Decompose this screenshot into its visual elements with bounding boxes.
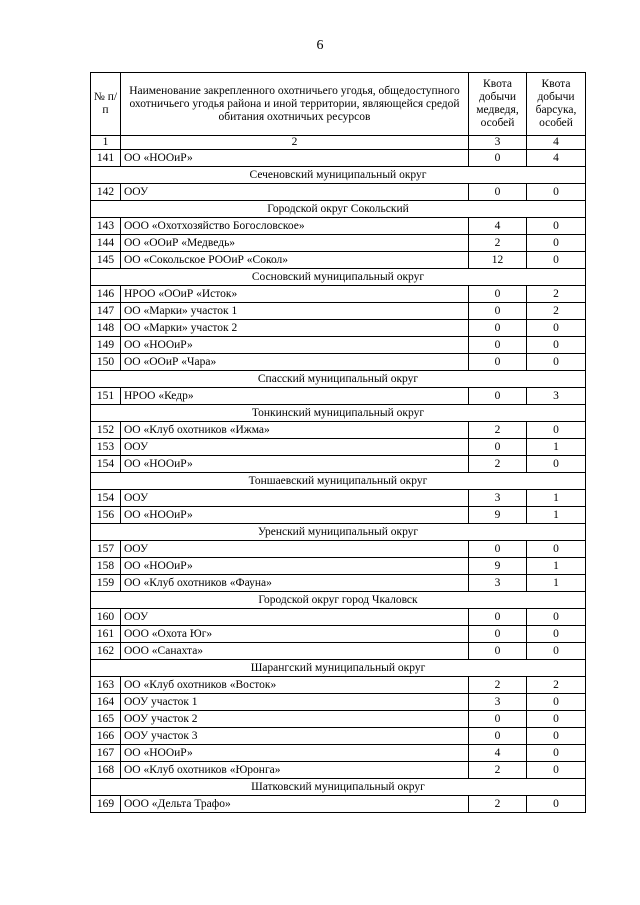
row-number: 168 xyxy=(91,762,121,779)
bear-quota: 2 xyxy=(469,456,527,473)
row-number: 147 xyxy=(91,303,121,320)
badger-quota: 0 xyxy=(527,252,586,269)
bear-quota: 3 xyxy=(469,575,527,592)
badger-quota: 0 xyxy=(527,626,586,643)
table-row xyxy=(91,286,586,303)
bear-quota: 0 xyxy=(469,184,527,201)
row-number: 164 xyxy=(91,694,121,711)
hunting-ground-name: ООУ xyxy=(121,541,469,558)
bear-quota: 12 xyxy=(469,252,527,269)
district-header-row xyxy=(91,660,586,677)
district-name: Тоншаевский муниципальный округ xyxy=(91,473,586,490)
hunting-ground-name: ООУ участок 3 xyxy=(121,728,469,745)
header-num: № п/п xyxy=(91,73,121,136)
table-row xyxy=(91,626,586,643)
hunting-ground-name: ОО «НООиР» xyxy=(121,558,469,575)
table-row xyxy=(91,745,586,762)
badger-quota: 2 xyxy=(527,303,586,320)
badger-quota: 0 xyxy=(527,456,586,473)
bear-quota: 2 xyxy=(469,762,527,779)
table-row xyxy=(91,575,586,592)
table-header xyxy=(91,73,586,150)
hunting-ground-name: ОО «Марки» участок 1 xyxy=(121,303,469,320)
district-name: Городской округ Сокольский xyxy=(91,201,586,218)
page-number: 6 xyxy=(316,38,324,53)
badger-quota: 0 xyxy=(527,609,586,626)
row-number: 148 xyxy=(91,320,121,337)
badger-quota: 4 xyxy=(527,150,586,167)
badger-quota: 1 xyxy=(527,439,586,456)
table-row xyxy=(91,218,586,235)
table-body xyxy=(91,150,586,813)
row-number: 161 xyxy=(91,626,121,643)
badger-quota: 0 xyxy=(527,796,586,813)
table-row xyxy=(91,354,586,371)
table-row xyxy=(91,711,586,728)
badger-quota: 0 xyxy=(527,320,586,337)
district-name: Шатковский муниципальный округ xyxy=(91,779,586,796)
table-row xyxy=(91,609,586,626)
badger-quota: 0 xyxy=(527,711,586,728)
table-row xyxy=(91,303,586,320)
bear-quota: 0 xyxy=(469,320,527,337)
district-name: Спасский муниципальный округ xyxy=(91,371,586,388)
hunting-ground-name: ОО «НООиР» xyxy=(121,337,469,354)
hunting-ground-name: ООО «Охотхозяйство Богословское» xyxy=(121,218,469,235)
hunting-ground-name: ООО «Дельта Трафо» xyxy=(121,796,469,813)
row-number: 141 xyxy=(91,150,121,167)
table-row xyxy=(91,507,586,524)
table-row xyxy=(91,422,586,439)
table-row xyxy=(91,150,586,167)
badger-quota: 1 xyxy=(527,558,586,575)
hunting-ground-name: ОО «НООиР» xyxy=(121,507,469,524)
bear-quota: 9 xyxy=(469,507,527,524)
row-number: 154 xyxy=(91,490,121,507)
hunting-ground-name: ООУ xyxy=(121,490,469,507)
row-number: 166 xyxy=(91,728,121,745)
quota-table xyxy=(90,72,586,813)
bear-quota: 0 xyxy=(469,541,527,558)
row-number: 162 xyxy=(91,643,121,660)
hunting-ground-name: ООО «Охота Юг» xyxy=(121,626,469,643)
hunting-ground-name: ОО «Клуб охотников «Восток» xyxy=(121,677,469,694)
row-number: 156 xyxy=(91,507,121,524)
hunting-ground-name: ОО «ООиР «Медведь» xyxy=(121,235,469,252)
table-row xyxy=(91,796,586,813)
hunting-ground-name: ООУ xyxy=(121,609,469,626)
hunting-ground-name: ОО «НООиР» xyxy=(121,456,469,473)
row-number: 143 xyxy=(91,218,121,235)
hunting-ground-name: ОО «Сокольское РООиР «Сокол» xyxy=(121,252,469,269)
badger-quota: 0 xyxy=(527,762,586,779)
table-row xyxy=(91,643,586,660)
bear-quota: 4 xyxy=(469,745,527,762)
table-row xyxy=(91,252,586,269)
row-number: 165 xyxy=(91,711,121,728)
row-number: 149 xyxy=(91,337,121,354)
district-name: Городской округ город Чкаловск xyxy=(91,592,586,609)
row-number: 146 xyxy=(91,286,121,303)
bear-quota: 9 xyxy=(469,558,527,575)
bear-quota: 0 xyxy=(469,609,527,626)
district-name: Сеченовский муниципальный округ xyxy=(91,167,586,184)
badger-quota: 0 xyxy=(527,235,586,252)
row-number: 145 xyxy=(91,252,121,269)
table-row xyxy=(91,439,586,456)
table-row xyxy=(91,337,586,354)
header-name: Наименование закрепленного охотничьего угодья, общедоступного охотничьего угодья района и иной территории, являющейся средой обитания охотничьих ресурсов xyxy=(121,73,469,136)
table-row xyxy=(91,388,586,405)
badger-quota: 0 xyxy=(527,541,586,558)
badger-quota: 3 xyxy=(527,388,586,405)
bear-quota: 0 xyxy=(469,643,527,660)
row-number: 151 xyxy=(91,388,121,405)
district-name: Сосновский муниципальный округ xyxy=(91,269,586,286)
badger-quota: 2 xyxy=(527,677,586,694)
row-number: 160 xyxy=(91,609,121,626)
table-row xyxy=(91,456,586,473)
hunting-ground-name: ООУ xyxy=(121,439,469,456)
badger-quota: 0 xyxy=(527,745,586,762)
bear-quota: 0 xyxy=(469,286,527,303)
bear-quota: 0 xyxy=(469,626,527,643)
badger-quota: 1 xyxy=(527,507,586,524)
row-number: 142 xyxy=(91,184,121,201)
bear-quota: 3 xyxy=(469,490,527,507)
table-row xyxy=(91,235,586,252)
hunting-ground-name: ООУ xyxy=(121,184,469,201)
hunting-ground-name: ОО «Клуб охотников «Юронга» xyxy=(121,762,469,779)
hunting-ground-name: ОО «Клуб охотников «Ижма» xyxy=(121,422,469,439)
table-row xyxy=(91,558,586,575)
header-bear-quota: Квота добычи медведя, особей xyxy=(469,73,527,136)
badger-quota: 0 xyxy=(527,184,586,201)
bear-quota: 0 xyxy=(469,388,527,405)
table-row xyxy=(91,762,586,779)
row-number: 144 xyxy=(91,235,121,252)
bear-quota: 0 xyxy=(469,439,527,456)
district-header-row xyxy=(91,473,586,490)
district-header-row xyxy=(91,167,586,184)
badger-quota: 0 xyxy=(527,218,586,235)
table-row xyxy=(91,490,586,507)
hunting-ground-name: ООУ участок 1 xyxy=(121,694,469,711)
hunting-ground-name: ОО «НООиР» xyxy=(121,150,469,167)
bear-quota: 0 xyxy=(469,711,527,728)
bear-quota: 2 xyxy=(469,422,527,439)
hunting-ground-name: ООО «Санахта» xyxy=(121,643,469,660)
hunting-ground-name: ОО «Клуб охотников «Фауна» xyxy=(121,575,469,592)
column-index: 4 xyxy=(527,136,586,150)
badger-quota: 0 xyxy=(527,354,586,371)
hunting-ground-name: НРОО «Кедр» xyxy=(121,388,469,405)
column-index: 2 xyxy=(121,136,469,150)
row-number: 163 xyxy=(91,677,121,694)
table-row xyxy=(91,677,586,694)
badger-quota: 0 xyxy=(527,728,586,745)
bear-quota: 2 xyxy=(469,235,527,252)
badger-quota: 1 xyxy=(527,575,586,592)
bear-quota: 0 xyxy=(469,337,527,354)
bear-quota: 4 xyxy=(469,218,527,235)
row-number: 154 xyxy=(91,456,121,473)
district-header-row xyxy=(91,201,586,218)
district-header-row xyxy=(91,592,586,609)
row-number: 153 xyxy=(91,439,121,456)
bear-quota: 0 xyxy=(469,150,527,167)
bear-quota: 2 xyxy=(469,677,527,694)
district-header-row xyxy=(91,524,586,541)
row-number: 169 xyxy=(91,796,121,813)
district-header-row xyxy=(91,371,586,388)
row-number: 158 xyxy=(91,558,121,575)
district-name: Шарангский муниципальный округ xyxy=(91,660,586,677)
column-index: 1 xyxy=(91,136,121,150)
bear-quota: 2 xyxy=(469,796,527,813)
district-name: Тонкинский муниципальный округ xyxy=(91,405,586,422)
row-number: 159 xyxy=(91,575,121,592)
table-row xyxy=(91,541,586,558)
district-header-row xyxy=(91,405,586,422)
badger-quota: 0 xyxy=(527,337,586,354)
header-badger-quota: Квота добычи барсука, особей xyxy=(527,73,586,136)
badger-quota: 2 xyxy=(527,286,586,303)
column-index: 3 xyxy=(469,136,527,150)
badger-quota: 0 xyxy=(527,694,586,711)
row-number: 152 xyxy=(91,422,121,439)
bear-quota: 3 xyxy=(469,694,527,711)
table-row xyxy=(91,184,586,201)
hunting-ground-name: ОО «НООиР» xyxy=(121,745,469,762)
hunting-ground-name: ООУ участок 2 xyxy=(121,711,469,728)
badger-quota: 0 xyxy=(527,643,586,660)
column-index-row xyxy=(91,136,586,150)
row-number: 150 xyxy=(91,354,121,371)
badger-quota: 1 xyxy=(527,490,586,507)
district-header-row xyxy=(91,269,586,286)
table-row xyxy=(91,728,586,745)
district-name: Уренский муниципальный округ xyxy=(91,524,586,541)
bear-quota: 0 xyxy=(469,354,527,371)
table-row xyxy=(91,694,586,711)
hunting-ground-name: ОО «Марки» участок 2 xyxy=(121,320,469,337)
district-header-row xyxy=(91,779,586,796)
table-row xyxy=(91,320,586,337)
row-number: 167 xyxy=(91,745,121,762)
bear-quota: 0 xyxy=(469,303,527,320)
bear-quota: 0 xyxy=(469,728,527,745)
hunting-ground-name: НРОО «ООиР «Исток» xyxy=(121,286,469,303)
hunting-ground-name: ОО «ООиР «Чара» xyxy=(121,354,469,371)
row-number: 157 xyxy=(91,541,121,558)
badger-quota: 0 xyxy=(527,422,586,439)
